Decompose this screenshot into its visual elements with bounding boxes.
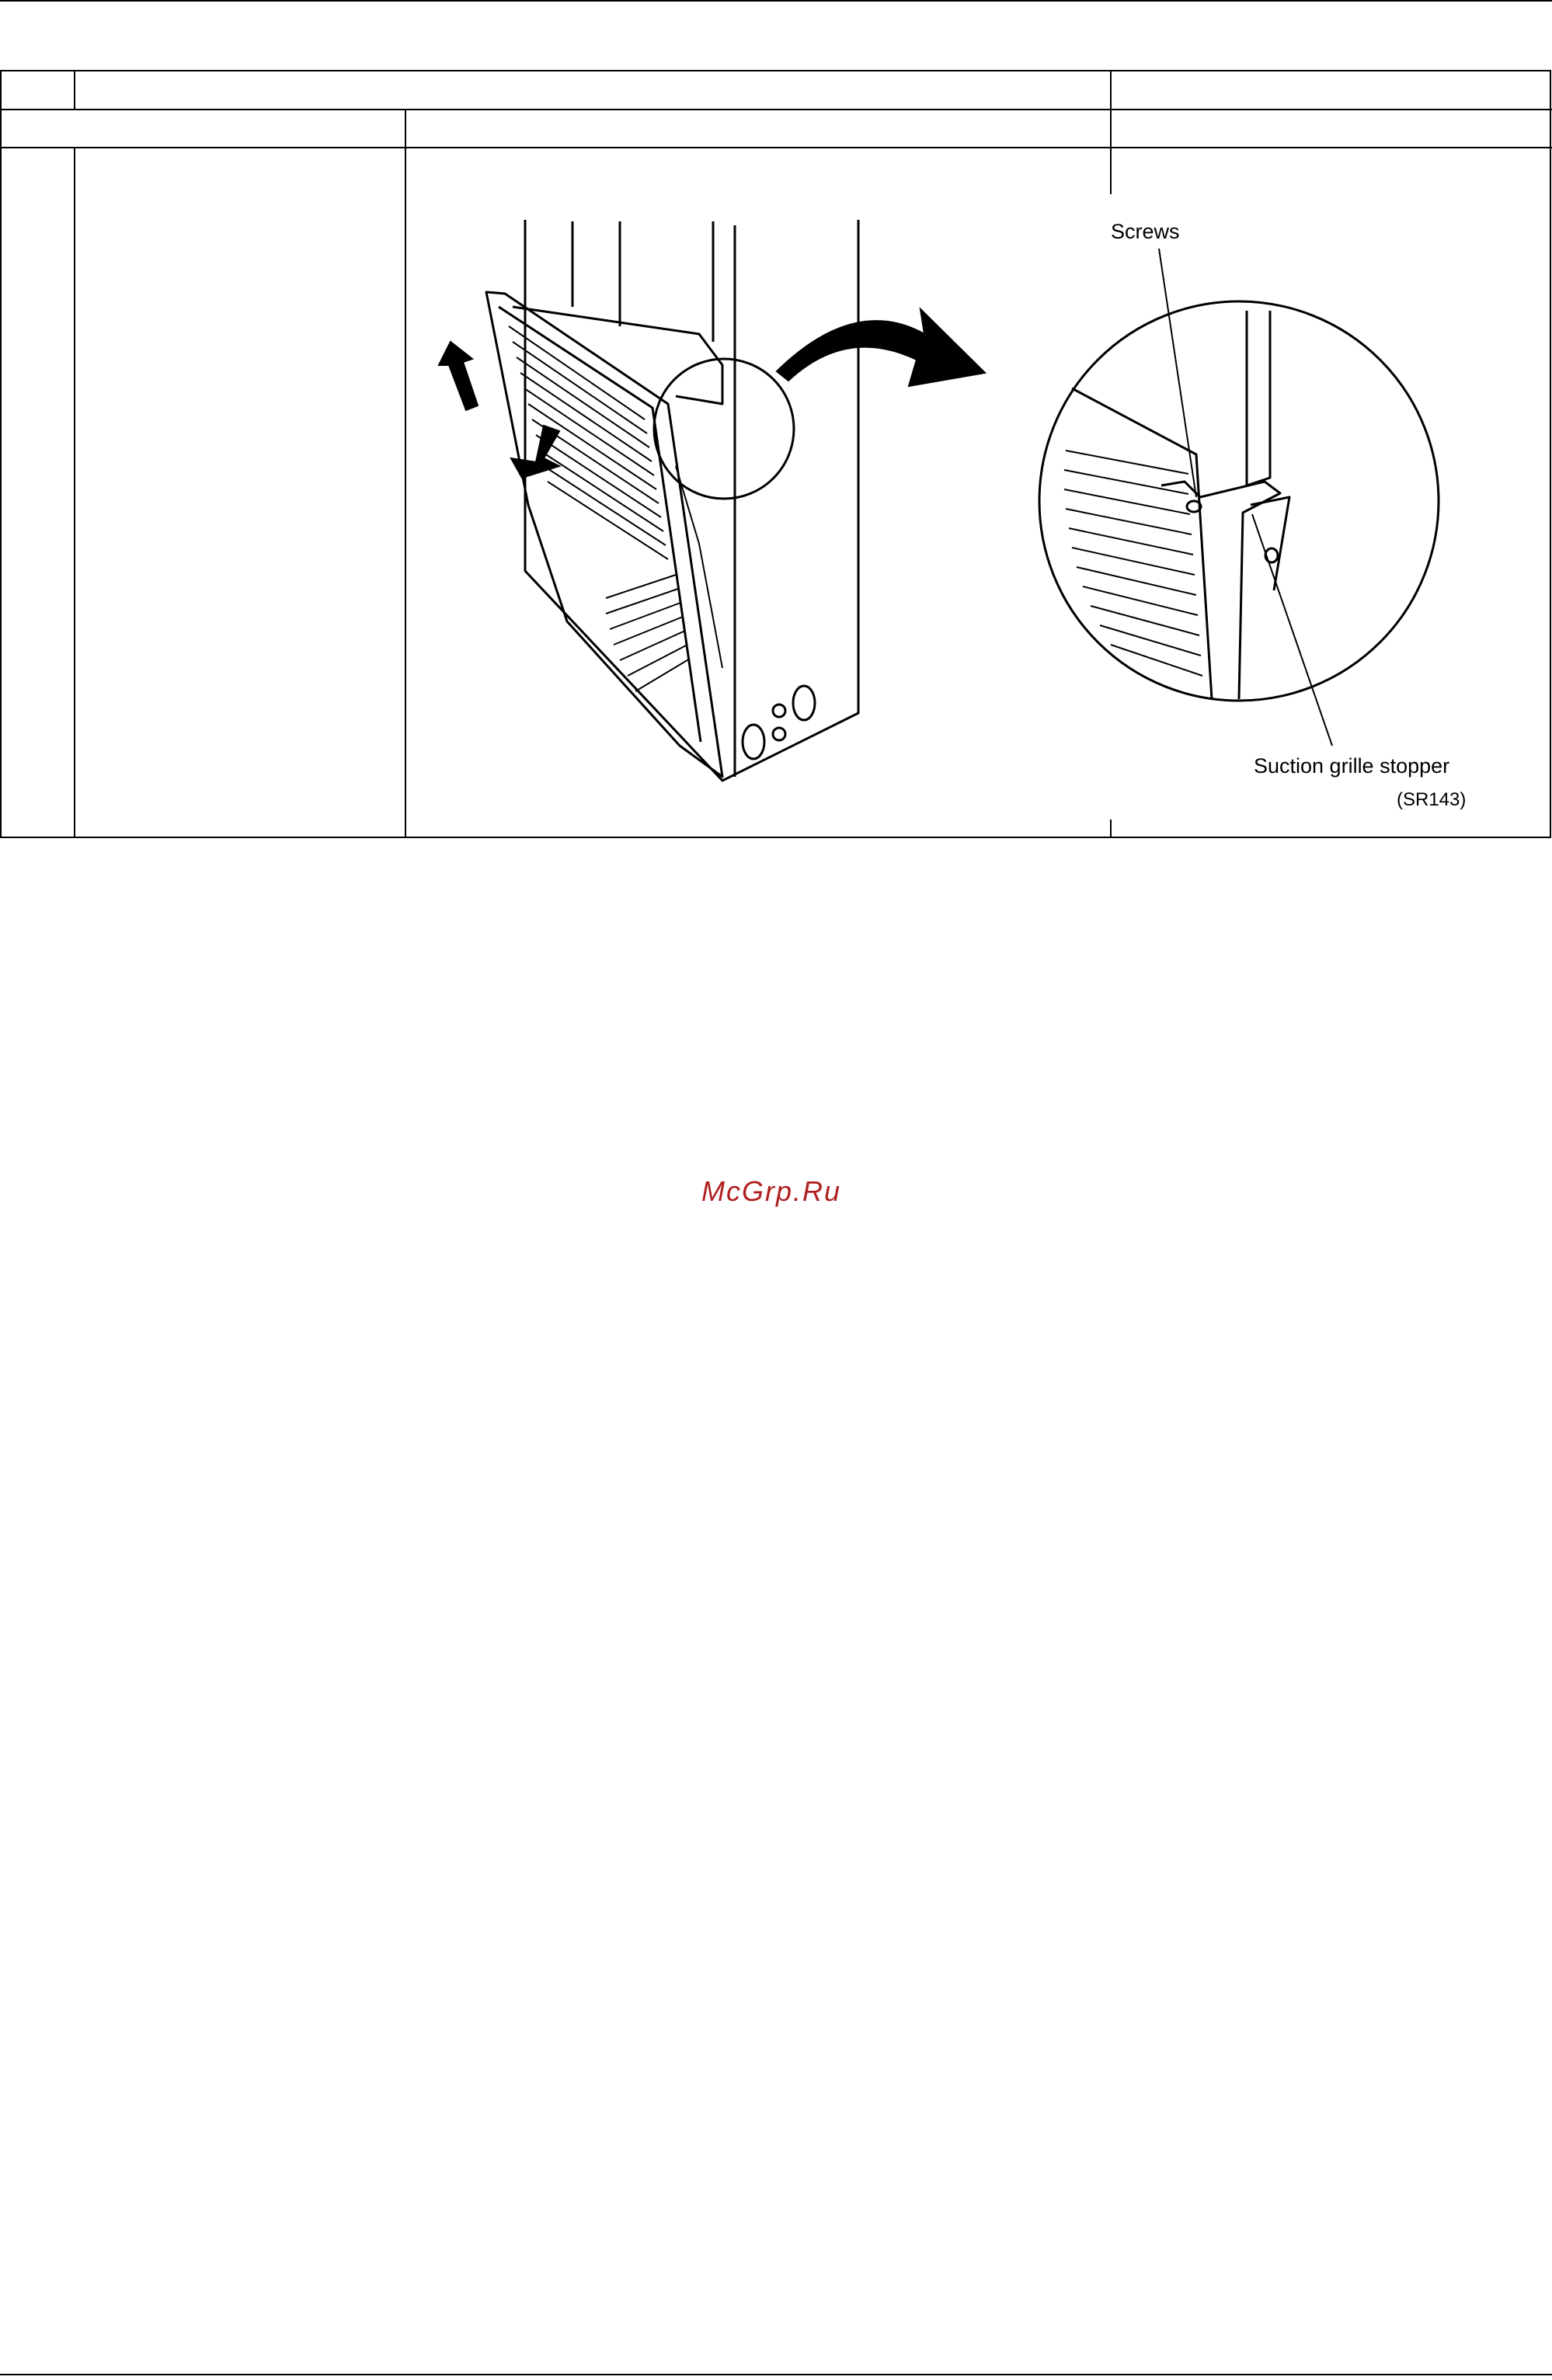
detail-illustration: [1039, 249, 1439, 746]
watermark: McGrp.Ru: [701, 1175, 842, 1207]
suction-grille-stopper-callout: Suction grille stopper: [1254, 754, 1450, 778]
bottom-rule: [0, 2374, 1552, 2375]
figure-code: (SR143): [1397, 789, 1467, 810]
unit-illustration: [486, 220, 858, 781]
screws-callout: Screws: [1111, 220, 1180, 243]
procedure-table: [0, 0, 1552, 847]
